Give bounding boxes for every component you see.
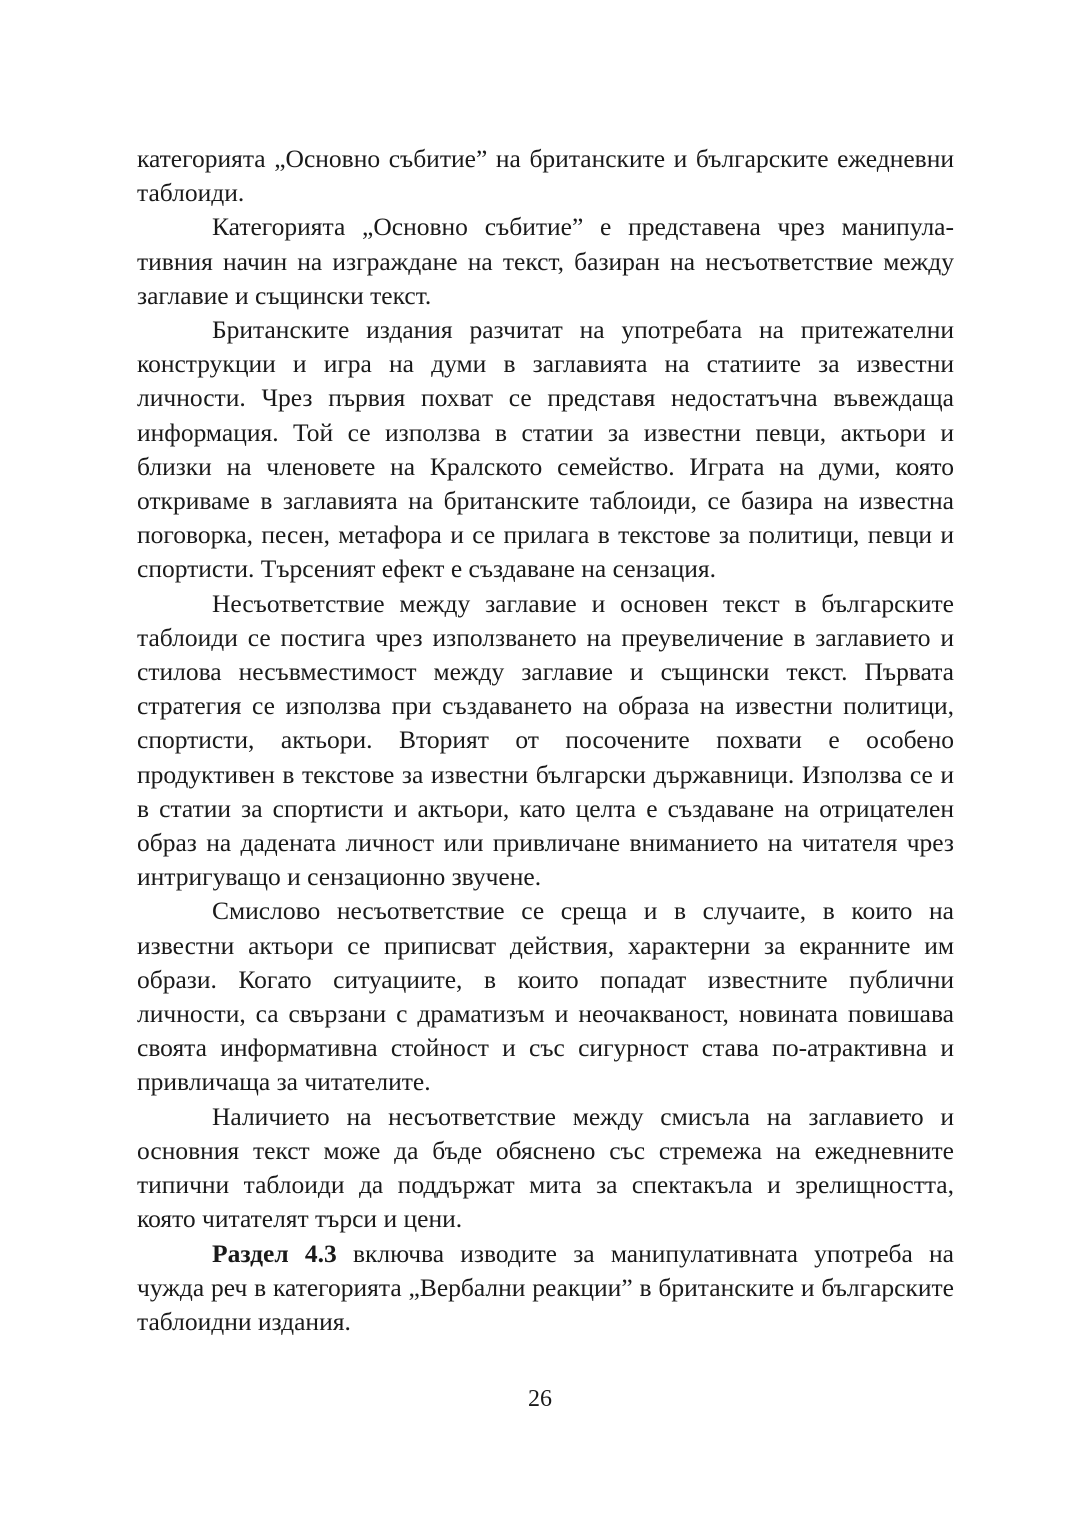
paragraph-7-text: включва изводите за манипулативната употреба на чужда реч в категорията „Вербални реакции” в британските и българските таблоидни издания.	[137, 1238, 955, 1336]
paragraph-3: Британските издания разчитат на употребата на притежателни конструкции и игра на думи в заглавията на статиите за известни личности. Чрез първия похват се представя недостатъчна въвеждаща информация. Той се използва в статии за известни певци, актьори и близки на членовете на Кралското семейство. Играта на думи, която откриваме в заглавията на британските таблоиди, се базира на известна поговорка, песен, метафора и се прилага в текстове за политици, певци и спортисти. Търсеният ефект е създаване на сензация.	[137, 315, 954, 584]
paragraph-7	[137, 1237, 954, 1340]
paragraph-6: Наличието на несъответствие между смисъла на заглавието и основния текст може да бъде обяснено със стремежа на ежедневните типични таблоиди да поддържат мита за спектакъла и зрелищността, която читателят търси и цени.	[137, 1101, 954, 1234]
paragraph-4: Несъответствие между заглавие и основен текст в българските таблоиди се постига чрез използването на преувеличение в заглавието и стилова несъвместимост между заглавие и същински текст. Първата стратегия се използва при създаването на образа на известни политици, спортисти, актьори. Вторият от посочените похвати е особено продуктивен в текстове за известни български държавници. Използва се и в статии за спортисти и актьори, като целта е създаване на отрицателен образ на дадената личност или привличане вниманието на читателя чрез интригуващо и сензационно звучене.	[137, 588, 954, 892]
page-body	[137, 142, 954, 1339]
paragraph-1: категорията „Основно събитие” на британските и българските ежедневни таблоиди.	[137, 144, 954, 208]
section-reference: Раздел 4.3	[212, 1238, 337, 1268]
page-number: 26	[528, 1386, 552, 1412]
paragraph-5: Смислово несъответствие се среща и в случаите, в които на известни актьори се приписват действия, характерни за екранните им образи. Когато ситуациите, в които попадат известните публични личности, са свързани с драматизъм и неочакваност, новината повишава своята информативна стойност и със сигурност става по-атрактивна и привличаща за читателите.	[137, 896, 954, 1097]
paragraph-2: Категорията „Основно събитие” е представена чрез манипулативния начин на изграждане на текст, базиран на несъответствие между заглавие и същински текст.	[137, 212, 954, 310]
